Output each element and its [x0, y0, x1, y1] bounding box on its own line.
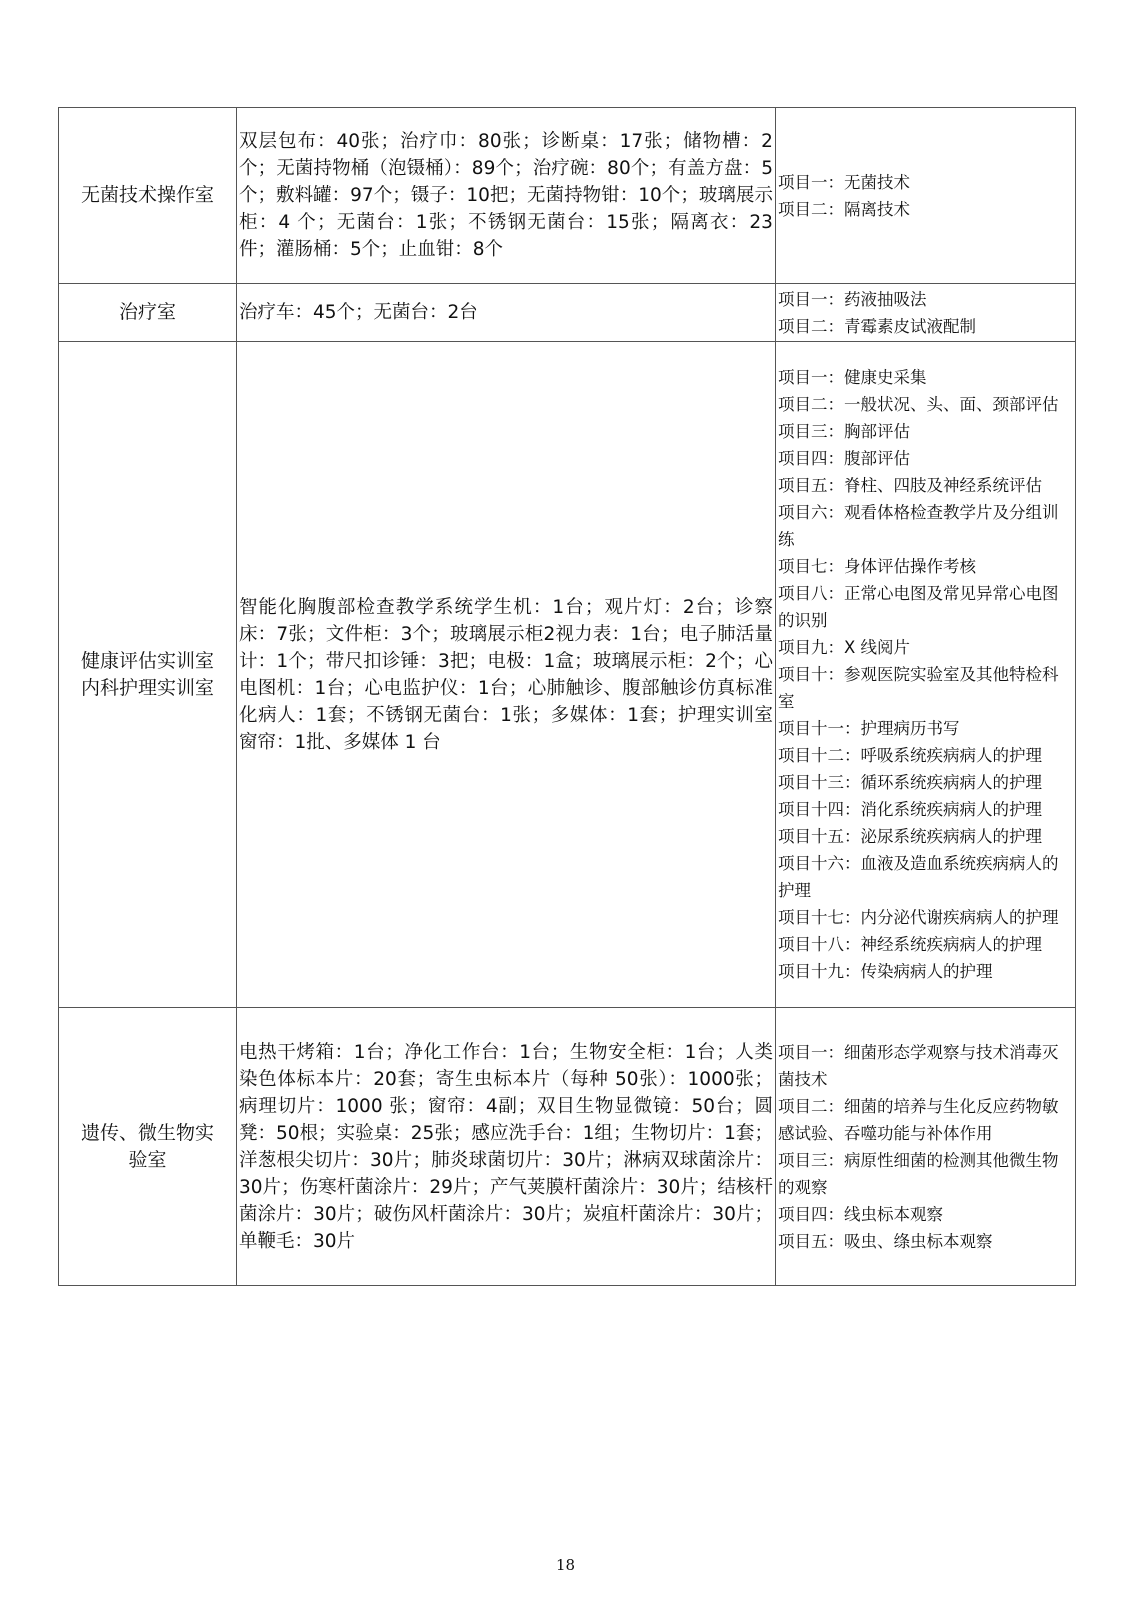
project-list-cell: [775, 284, 1075, 342]
project-item: 项目十八：神经系统疾病病人的护理: [777, 935, 1042, 954]
room-name-line: 无菌技术操作室: [80, 184, 214, 206]
project-item: 项目二：一般状况、头、面、颈部评估: [777, 395, 1059, 414]
project-item: 项目十：参观医院实验室及其他特检科室: [777, 665, 1059, 711]
table-body: [59, 108, 1076, 1286]
page-number: 18: [555, 1556, 576, 1574]
project-item: 项目一：药液抽吸法: [777, 289, 927, 309]
equipment-list-cell: 双层包布：40张；治疗巾：80张；诊断桌：17张；储物槽：2个；无菌持物桶（泡镊桶）：89个；治疗碗：80个；有盖方盘：5个；敷料罐：97个；镊子：10把；无菌持物钳：10个；玻璃展示柜：4 个；无菌台：1张；不锈钢无菌台：15张；隔离衣：23 件；灌肠桶：5个；止血钳：8个: [236, 108, 775, 284]
project-item: 项目八：正常心电图及常见异常心电图的识别: [777, 584, 1059, 630]
table-row: [59, 284, 1076, 342]
project-item: 项目十二：呼吸系统疾病病人的护理: [777, 746, 1042, 765]
project-item: 项目一：健康史采集: [777, 368, 927, 387]
room-name-cell: [59, 342, 237, 1008]
project-item: 项目三：病原性细菌的检测其他微生物的观察: [777, 1150, 1059, 1197]
project-item: 项目九：X 线阅片: [777, 638, 911, 657]
project-item: 项目十一：护理病历书写: [777, 719, 960, 738]
project-list-cell: [775, 342, 1075, 1008]
room-name-cell: [59, 1008, 237, 1286]
table-row: [59, 342, 1076, 1008]
project-list-cell: [775, 108, 1075, 284]
equipment-table: [58, 107, 1076, 1286]
room-name-line: 遗传、微生物实: [80, 1121, 214, 1144]
equipment-list-cell: 智能化胸腹部检查教学系统学生机：1台；观片灯：2台；诊察床：7张；文件柜：3个；玻璃展示柜2视力表：1台；电子肺活量计：1个；带尺扣诊锤：3把；电极：1盒；玻璃展示柜：2个；心电图机：1台；心电监护仪：1台；心肺触诊、腹部触诊仿真标准化病人：1套；不锈钢无菌台：1张；多媒体：1套；护理实训室窗帘：1批、多媒体 1 台: [236, 342, 775, 1008]
room-name-line: 内科护理实训室: [80, 676, 214, 699]
project-item: 项目十七：内分泌代谢疾病病人的护理: [777, 908, 1059, 927]
project-item: 项目二：青霉素皮试液配制: [777, 316, 976, 336]
room-name-cell: [59, 284, 237, 342]
room-name-line: 验室: [128, 1148, 167, 1171]
room-name-cell: [59, 108, 237, 284]
project-item: 项目一：无菌技术: [777, 172, 910, 192]
equipment-list-cell: 电热干烤箱：1台；净化工作台：1台；生物安全柜：1台；人类染色体标本片：20套；寄生虫标本片（每种 50张）：1000张；病理切片：1000 张；窗帘：4副；双目生物显微镜：50台；圆凳：50根；实验桌：25张；感应洗手台：1组；生物切片：1套；洋葱根尖切片：30片；肺炎球菌切片：30片；淋病双球菌涂片：30片；伤寒杆菌涂片：29片；产气荚膜杆菌涂片：30片；结核杆菌涂片：30片；破伤风杆菌涂片：30片；炭疽杆菌涂片：30片；单鞭毛：30片: [236, 1008, 775, 1286]
project-item: 项目一：细菌形态学观察与技术消毒灭菌技术: [777, 1042, 1059, 1089]
project-item: 项目十四：消化系统疾病病人的护理: [777, 800, 1042, 819]
project-list-cell: [775, 1008, 1075, 1286]
room-name-line: 治疗室: [118, 301, 176, 323]
project-item: 项目二：隔离技术: [777, 199, 910, 219]
table-row: [59, 108, 1076, 284]
project-item: 项目十三：循环系统疾病病人的护理: [777, 773, 1042, 792]
room-name-line: 健康评估实训室: [80, 649, 214, 672]
project-item: 项目三：胸部评估: [777, 422, 910, 441]
project-item: 项目五：脊柱、四肢及神经系统评估: [777, 476, 1042, 495]
project-item: 项目七：身体评估操作考核: [777, 557, 976, 576]
project-item: 项目四：腹部评估: [777, 449, 910, 468]
table-row: [59, 1008, 1076, 1286]
equipment-list-cell: 治疗车：45个；无菌台：2台: [236, 284, 775, 342]
project-item: 项目五：吸虫、绦虫标本观察: [777, 1231, 993, 1251]
project-item: 项目二：细菌的培养与生化反应药物敏感试验、吞噬功能与补体作用: [777, 1096, 1059, 1143]
project-item: 项目十九：传染病病人的护理: [777, 962, 993, 981]
project-item: 项目六：观看体格检查教学片及分组训练: [777, 503, 1059, 549]
project-item: 项目十五：泌尿系统疾病病人的护理: [777, 827, 1042, 846]
project-item: 项目十六：血液及造血系统疾病病人的护理: [777, 854, 1059, 900]
project-item: 项目四：线虫标本观察: [777, 1204, 943, 1224]
